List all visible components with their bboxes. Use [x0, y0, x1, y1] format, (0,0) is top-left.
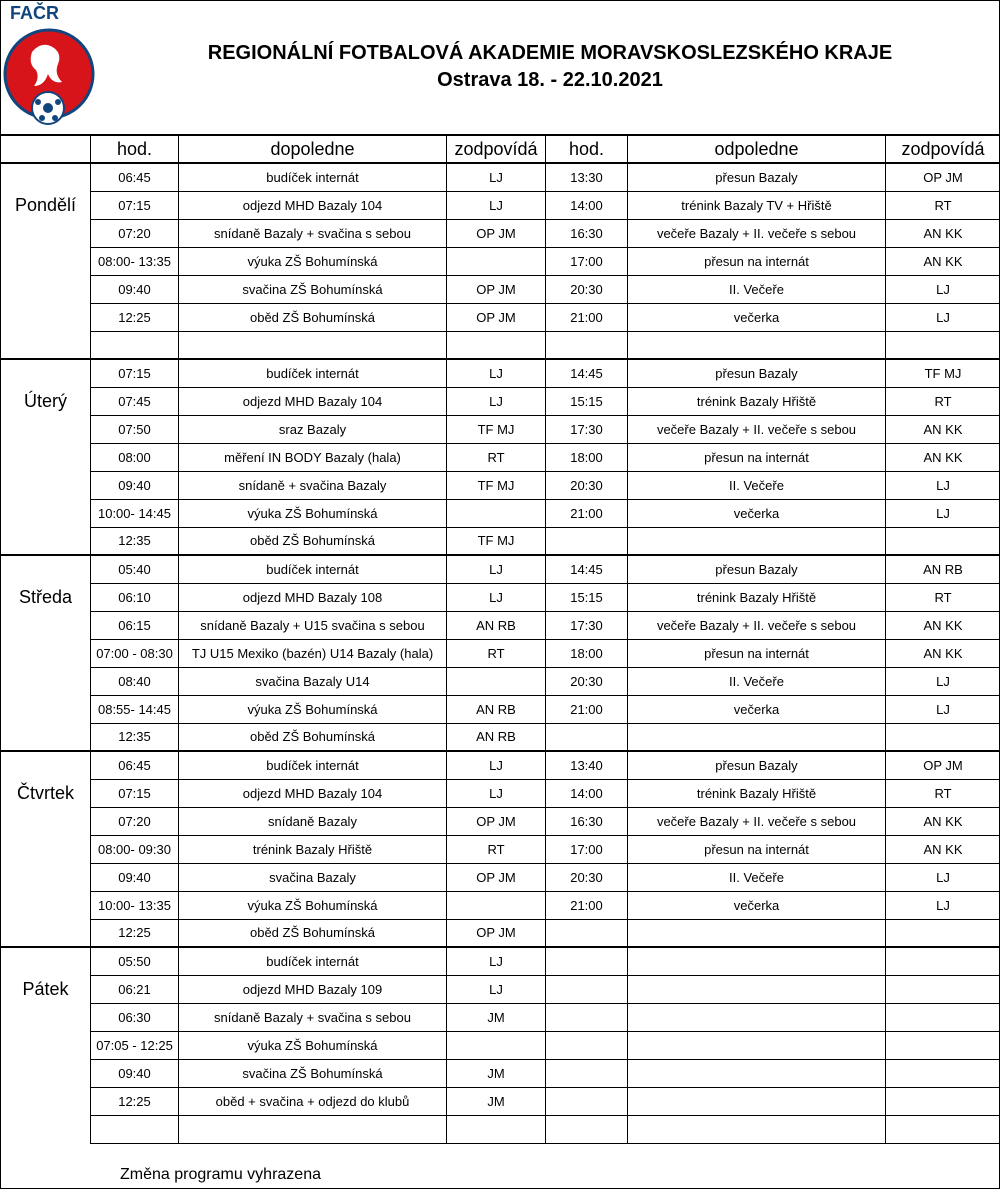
afternoon-activity-cell: přesun na internát: [628, 443, 886, 471]
time-pm-cell: 13:30: [546, 163, 628, 191]
afternoon-activity-cell: večeře Bazaly + II. večeře s sebou: [628, 415, 886, 443]
morning-activity-cell: měření IN BODY Bazaly (hala): [179, 443, 447, 471]
morning-activity-cell: snídaně Bazaly + svačina s sebou: [179, 219, 447, 247]
table-row: [1, 975, 1000, 1003]
day-cell: [1, 443, 91, 471]
time-am-cell: 07:50: [91, 415, 179, 443]
morning-activity-cell: budíček internát: [179, 555, 447, 583]
column-header: [1, 135, 91, 163]
responsible-pm-cell: AN KK: [886, 443, 1000, 471]
table-row: [1, 919, 1000, 947]
table-row: [1, 415, 1000, 443]
table-row: [1, 1087, 1000, 1115]
time-pm-cell: [546, 723, 628, 751]
morning-activity-cell: snídaně + svačina Bazaly: [179, 471, 447, 499]
morning-activity-cell: svačina ZŠ Bohumínská: [179, 1059, 447, 1087]
time-am-cell: 07:20: [91, 219, 179, 247]
responsible-pm-cell: [886, 527, 1000, 555]
column-header-responsible-pm: zodpovídá: [886, 135, 1000, 163]
day-cell: [1, 835, 91, 863]
morning-activity-cell: [179, 1115, 447, 1143]
day-name: Pondělí: [1, 191, 91, 219]
responsible-pm-cell: OP JM: [886, 751, 1000, 779]
time-pm-cell: 18:00: [546, 443, 628, 471]
morning-activity-cell: odjezd MHD Bazaly 104: [179, 191, 447, 219]
responsible-pm-cell: AN KK: [886, 807, 1000, 835]
time-pm-cell: [546, 527, 628, 555]
afternoon-activity-cell: přesun Bazaly: [628, 359, 886, 387]
day-cell: [1, 891, 91, 919]
table-row: [1, 751, 1000, 779]
time-pm-cell: 14:00: [546, 779, 628, 807]
responsible-am-cell: JM: [447, 1003, 546, 1031]
afternoon-activity-cell: [628, 1059, 886, 1087]
table-row: [1, 667, 1000, 695]
afternoon-activity-cell: II. Večeře: [628, 275, 886, 303]
day-cell: [1, 1059, 91, 1087]
time-pm-cell: 14:00: [546, 191, 628, 219]
responsible-pm-cell: [886, 1031, 1000, 1059]
day-cell: [1, 863, 91, 891]
morning-activity-cell: oběd ZŠ Bohumínská: [179, 527, 447, 555]
time-pm-cell: 13:40: [546, 751, 628, 779]
afternoon-activity-cell: večeře Bazaly + II. večeře s sebou: [628, 807, 886, 835]
responsible-pm-cell: AN KK: [886, 639, 1000, 667]
day-name: Středa: [1, 583, 91, 611]
day-cell: [1, 471, 91, 499]
responsible-pm-cell: [886, 947, 1000, 975]
day-cell: [1, 275, 91, 303]
time-am-cell: 07:45: [91, 387, 179, 415]
morning-activity-cell: oběd + svačina + odjezd do klubů: [179, 1087, 447, 1115]
time-am-cell: 06:21: [91, 975, 179, 1003]
responsible-am-cell: LJ: [447, 583, 546, 611]
responsible-am-cell: [447, 1031, 546, 1059]
responsible-pm-cell: LJ: [886, 667, 1000, 695]
time-am-cell: 06:45: [91, 163, 179, 191]
responsible-am-cell: OP JM: [447, 275, 546, 303]
responsible-am-cell: OP JM: [447, 919, 546, 947]
table-row: [1, 191, 1000, 219]
time-am-cell: 08:00: [91, 443, 179, 471]
afternoon-activity-cell: [628, 975, 886, 1003]
time-pm-cell: [546, 1087, 628, 1115]
morning-activity-cell: svačina Bazaly U14: [179, 667, 447, 695]
time-pm-cell: 17:30: [546, 611, 628, 639]
afternoon-activity-cell: II. Večeře: [628, 863, 886, 891]
table-row: [1, 835, 1000, 863]
table-row: [1, 359, 1000, 387]
responsible-pm-cell: AN RB: [886, 555, 1000, 583]
afternoon-activity-cell: trénink Bazaly Hřiště: [628, 387, 886, 415]
afternoon-activity-cell: přesun na internát: [628, 835, 886, 863]
afternoon-activity-cell: II. Večeře: [628, 667, 886, 695]
time-pm-cell: 17:30: [546, 415, 628, 443]
responsible-am-cell: OP JM: [447, 863, 546, 891]
morning-activity-cell: oběd ZŠ Bohumínská: [179, 723, 447, 751]
time-am-cell: 09:40: [91, 275, 179, 303]
time-pm-cell: 18:00: [546, 639, 628, 667]
responsible-am-cell: JM: [447, 1087, 546, 1115]
responsible-pm-cell: [886, 723, 1000, 751]
responsible-am-cell: RT: [447, 443, 546, 471]
responsible-pm-cell: LJ: [886, 303, 1000, 331]
morning-activity-cell: budíček internát: [179, 947, 447, 975]
time-am-cell: 08:00- 13:35: [91, 247, 179, 275]
morning-activity-cell: budíček internát: [179, 359, 447, 387]
responsible-am-cell: OP JM: [447, 219, 546, 247]
responsible-am-cell: [447, 331, 546, 359]
afternoon-activity-cell: trénink Bazaly TV + Hřiště: [628, 191, 886, 219]
time-pm-cell: [546, 331, 628, 359]
responsible-pm-cell: RT: [886, 387, 1000, 415]
responsible-pm-cell: LJ: [886, 275, 1000, 303]
morning-activity-cell: snídaně Bazaly: [179, 807, 447, 835]
morning-activity-cell: odjezd MHD Bazaly 109: [179, 975, 447, 1003]
day-name: Pátek: [1, 975, 91, 1003]
morning-activity-cell: odjezd MHD Bazaly 104: [179, 779, 447, 807]
responsible-pm-cell: LJ: [886, 499, 1000, 527]
day-name: Čtvrtek: [1, 779, 91, 807]
responsible-pm-cell: LJ: [886, 695, 1000, 723]
time-pm-cell: [546, 975, 628, 1003]
time-pm-cell: 14:45: [546, 359, 628, 387]
responsible-pm-cell: [886, 1115, 1000, 1143]
responsible-pm-cell: AN KK: [886, 835, 1000, 863]
responsible-am-cell: LJ: [447, 359, 546, 387]
table-row: [1, 947, 1000, 975]
time-am-cell: 06:10: [91, 583, 179, 611]
time-am-cell: 05:50: [91, 947, 179, 975]
afternoon-activity-cell: [628, 947, 886, 975]
responsible-am-cell: LJ: [447, 387, 546, 415]
time-pm-cell: [546, 1115, 628, 1143]
morning-activity-cell: odjezd MHD Bazaly 108: [179, 583, 447, 611]
morning-activity-cell: oběd ZŠ Bohumínská: [179, 303, 447, 331]
table-row: [1, 303, 1000, 331]
time-pm-cell: [546, 1003, 628, 1031]
responsible-am-cell: LJ: [447, 947, 546, 975]
table-row: [1, 779, 1000, 807]
day-cell: [1, 415, 91, 443]
morning-activity-cell: výuka ZŠ Bohumínská: [179, 695, 447, 723]
table-row: [1, 583, 1000, 611]
afternoon-activity-cell: večerka: [628, 303, 886, 331]
table-row: [1, 247, 1000, 275]
day-cell: [1, 555, 91, 583]
responsible-am-cell: RT: [447, 639, 546, 667]
day-cell: [1, 639, 91, 667]
time-am-cell: [91, 331, 179, 359]
day-cell: [1, 947, 91, 975]
time-pm-cell: [546, 919, 628, 947]
time-pm-cell: 20:30: [546, 471, 628, 499]
day-cell: [1, 1115, 91, 1143]
day-cell: [1, 919, 91, 947]
responsible-pm-cell: OP JM: [886, 163, 1000, 191]
time-am-cell: 07:05 - 12:25: [91, 1031, 179, 1059]
afternoon-activity-cell: večerka: [628, 695, 886, 723]
morning-activity-cell: budíček internát: [179, 751, 447, 779]
afternoon-activity-cell: přesun Bazaly: [628, 163, 886, 191]
responsible-pm-cell: AN KK: [886, 415, 1000, 443]
footnote: Změna programu vyhrazena: [120, 1166, 321, 1183]
responsible-am-cell: LJ: [447, 555, 546, 583]
responsible-pm-cell: [886, 331, 1000, 359]
responsible-pm-cell: [886, 919, 1000, 947]
time-am-cell: 12:35: [91, 527, 179, 555]
day-name: Úterý: [1, 387, 91, 415]
table-row: [1, 1115, 1000, 1143]
responsible-am-cell: TF MJ: [447, 471, 546, 499]
day-cell: [1, 1031, 91, 1059]
day-cell: [1, 1003, 91, 1031]
morning-activity-cell: snídaně Bazaly + U15 svačina s sebou: [179, 611, 447, 639]
time-am-cell: 07:00 - 08:30: [91, 639, 179, 667]
time-am-cell: 12:35: [91, 723, 179, 751]
responsible-pm-cell: AN KK: [886, 611, 1000, 639]
table-row: [1, 695, 1000, 723]
responsible-pm-cell: [886, 975, 1000, 1003]
time-pm-cell: 14:45: [546, 555, 628, 583]
afternoon-activity-cell: večerka: [628, 499, 886, 527]
table-row: [1, 723, 1000, 751]
responsible-am-cell: OP JM: [447, 807, 546, 835]
responsible-am-cell: LJ: [447, 751, 546, 779]
responsible-am-cell: AN RB: [447, 695, 546, 723]
afternoon-activity-cell: přesun na internát: [628, 247, 886, 275]
morning-activity-cell: výuka ZŠ Bohumínská: [179, 891, 447, 919]
table-row: [1, 163, 1000, 191]
table-row: [1, 443, 1000, 471]
day-cell: [1, 1087, 91, 1115]
time-am-cell: 08:40: [91, 667, 179, 695]
time-pm-cell: 15:15: [546, 387, 628, 415]
afternoon-activity-cell: přesun Bazaly: [628, 555, 886, 583]
day-cell: [1, 611, 91, 639]
responsible-pm-cell: LJ: [886, 863, 1000, 891]
responsible-pm-cell: AN KK: [886, 247, 1000, 275]
day-cell: [1, 751, 91, 779]
responsible-pm-cell: LJ: [886, 471, 1000, 499]
afternoon-activity-cell: [628, 527, 886, 555]
morning-activity-cell: svačina Bazaly: [179, 863, 447, 891]
day-cell: [1, 247, 91, 275]
afternoon-activity-cell: [628, 1115, 886, 1143]
schedule-table: [0, 134, 1000, 1144]
afternoon-activity-cell: [628, 1087, 886, 1115]
responsible-am-cell: OP JM: [447, 303, 546, 331]
responsible-am-cell: JM: [447, 1059, 546, 1087]
afternoon-activity-cell: večeře Bazaly + II. večeře s sebou: [628, 219, 886, 247]
morning-activity-cell: budíček internát: [179, 163, 447, 191]
responsible-am-cell: LJ: [447, 779, 546, 807]
time-pm-cell: 16:30: [546, 219, 628, 247]
day-cell: [1, 723, 91, 751]
morning-activity-cell: snídaně Bazaly + svačina s sebou: [179, 1003, 447, 1031]
day-cell: [1, 359, 91, 387]
table-row: [1, 499, 1000, 527]
time-pm-cell: 16:30: [546, 807, 628, 835]
time-am-cell: 08:00- 09:30: [91, 835, 179, 863]
responsible-pm-cell: [886, 1087, 1000, 1115]
day-cell: [1, 527, 91, 555]
time-am-cell: 10:00- 14:45: [91, 499, 179, 527]
responsible-am-cell: LJ: [447, 163, 546, 191]
time-am-cell: 08:55- 14:45: [91, 695, 179, 723]
afternoon-activity-cell: [628, 919, 886, 947]
afternoon-activity-cell: přesun Bazaly: [628, 751, 886, 779]
afternoon-activity-cell: [628, 1003, 886, 1031]
day-cell: [1, 303, 91, 331]
table-row: [1, 331, 1000, 359]
responsible-am-cell: RT: [447, 835, 546, 863]
day-cell: [1, 163, 91, 191]
responsible-pm-cell: [886, 1003, 1000, 1031]
time-pm-cell: [546, 1031, 628, 1059]
responsible-am-cell: [447, 247, 546, 275]
table-row: [1, 275, 1000, 303]
time-am-cell: 07:20: [91, 807, 179, 835]
time-am-cell: 09:40: [91, 471, 179, 499]
time-am-cell: 12:25: [91, 1087, 179, 1115]
table-row: [1, 611, 1000, 639]
afternoon-activity-cell: [628, 331, 886, 359]
morning-activity-cell: trénink Bazaly Hřiště: [179, 835, 447, 863]
table-row: [1, 1059, 1000, 1087]
afternoon-activity-cell: večerka: [628, 891, 886, 919]
time-pm-cell: [546, 1059, 628, 1087]
day-cell: [1, 499, 91, 527]
time-am-cell: 07:15: [91, 779, 179, 807]
time-am-cell: 06:30: [91, 1003, 179, 1031]
afternoon-activity-cell: [628, 1031, 886, 1059]
table-row: [1, 891, 1000, 919]
time-pm-cell: 21:00: [546, 303, 628, 331]
time-pm-cell: 20:30: [546, 275, 628, 303]
morning-activity-cell: oběd ZŠ Bohumínská: [179, 919, 447, 947]
table-row: [1, 1003, 1000, 1031]
column-header-time-am: hod.: [91, 135, 179, 163]
responsible-pm-cell: [886, 1059, 1000, 1087]
logo-text: FAČR: [10, 3, 59, 23]
responsible-am-cell: [447, 499, 546, 527]
column-header-morning: dopoledne: [179, 135, 447, 163]
time-am-cell: 06:15: [91, 611, 179, 639]
facr-logo: [2, 2, 96, 130]
time-am-cell: 12:25: [91, 919, 179, 947]
responsible-am-cell: AN RB: [447, 611, 546, 639]
table-row: [1, 807, 1000, 835]
time-pm-cell: 20:30: [546, 667, 628, 695]
day-cell: [1, 219, 91, 247]
day-cell: [1, 667, 91, 695]
responsible-pm-cell: TF MJ: [886, 359, 1000, 387]
time-am-cell: 09:40: [91, 1059, 179, 1087]
responsible-pm-cell: LJ: [886, 891, 1000, 919]
page-subtitle: Ostrava 18. - 22.10.2021: [437, 69, 663, 91]
morning-activity-cell: odjezd MHD Bazaly 104: [179, 387, 447, 415]
column-header-afternoon: odpoledne: [628, 135, 886, 163]
table-row: [1, 471, 1000, 499]
responsible-am-cell: AN RB: [447, 723, 546, 751]
responsible-am-cell: LJ: [447, 975, 546, 1003]
time-pm-cell: 17:00: [546, 247, 628, 275]
responsible-am-cell: [447, 667, 546, 695]
responsible-am-cell: [447, 1115, 546, 1143]
responsible-am-cell: TF MJ: [447, 527, 546, 555]
afternoon-activity-cell: trénink Bazaly Hřiště: [628, 583, 886, 611]
morning-activity-cell: výuka ZŠ Bohumínská: [179, 499, 447, 527]
time-pm-cell: 21:00: [546, 695, 628, 723]
time-am-cell: 07:15: [91, 191, 179, 219]
table-row: [1, 527, 1000, 555]
responsible-am-cell: TF MJ: [447, 415, 546, 443]
table-row: [1, 1031, 1000, 1059]
table-row: [1, 387, 1000, 415]
responsible-pm-cell: AN KK: [886, 219, 1000, 247]
morning-activity-cell: výuka ZŠ Bohumínská: [179, 247, 447, 275]
day-cell: [1, 807, 91, 835]
day-cell: [1, 331, 91, 359]
time-pm-cell: 15:15: [546, 583, 628, 611]
afternoon-activity-cell: přesun na internát: [628, 639, 886, 667]
column-header-time-pm: hod.: [546, 135, 628, 163]
time-am-cell: 12:25: [91, 303, 179, 331]
morning-activity-cell: svačina ZŠ Bohumínská: [179, 275, 447, 303]
time-am-cell: 09:40: [91, 863, 179, 891]
time-am-cell: [91, 1115, 179, 1143]
afternoon-activity-cell: večeře Bazaly + II. večeře s sebou: [628, 611, 886, 639]
page-title: REGIONÁLNÍ FOTBALOVÁ AKADEMIE MORAVSKOSLEZSKÉHO KRAJE: [207, 42, 893, 64]
afternoon-activity-cell: trénink Bazaly Hřiště: [628, 779, 886, 807]
time-pm-cell: 20:30: [546, 863, 628, 891]
responsible-pm-cell: RT: [886, 779, 1000, 807]
time-pm-cell: 21:00: [546, 499, 628, 527]
responsible-pm-cell: RT: [886, 191, 1000, 219]
responsible-am-cell: [447, 891, 546, 919]
time-am-cell: 10:00- 13:35: [91, 891, 179, 919]
morning-activity-cell: [179, 331, 447, 359]
header-row: [1, 135, 1000, 163]
morning-activity-cell: sraz Bazaly: [179, 415, 447, 443]
table-row: [1, 219, 1000, 247]
table-row: [1, 639, 1000, 667]
time-am-cell: 06:45: [91, 751, 179, 779]
column-header-responsible-am: zodpovídá: [447, 135, 546, 163]
time-pm-cell: [546, 947, 628, 975]
time-am-cell: 07:15: [91, 359, 179, 387]
time-am-cell: 05:40: [91, 555, 179, 583]
responsible-am-cell: LJ: [447, 191, 546, 219]
time-pm-cell: 21:00: [546, 891, 628, 919]
time-pm-cell: 17:00: [546, 835, 628, 863]
afternoon-activity-cell: [628, 723, 886, 751]
afternoon-activity-cell: II. Večeře: [628, 471, 886, 499]
morning-activity-cell: TJ U15 Mexiko (bazén) U14 Bazaly (hala): [179, 639, 447, 667]
morning-activity-cell: výuka ZŠ Bohumínská: [179, 1031, 447, 1059]
table-row: [1, 555, 1000, 583]
day-cell: [1, 695, 91, 723]
table-row: [1, 863, 1000, 891]
responsible-pm-cell: RT: [886, 583, 1000, 611]
